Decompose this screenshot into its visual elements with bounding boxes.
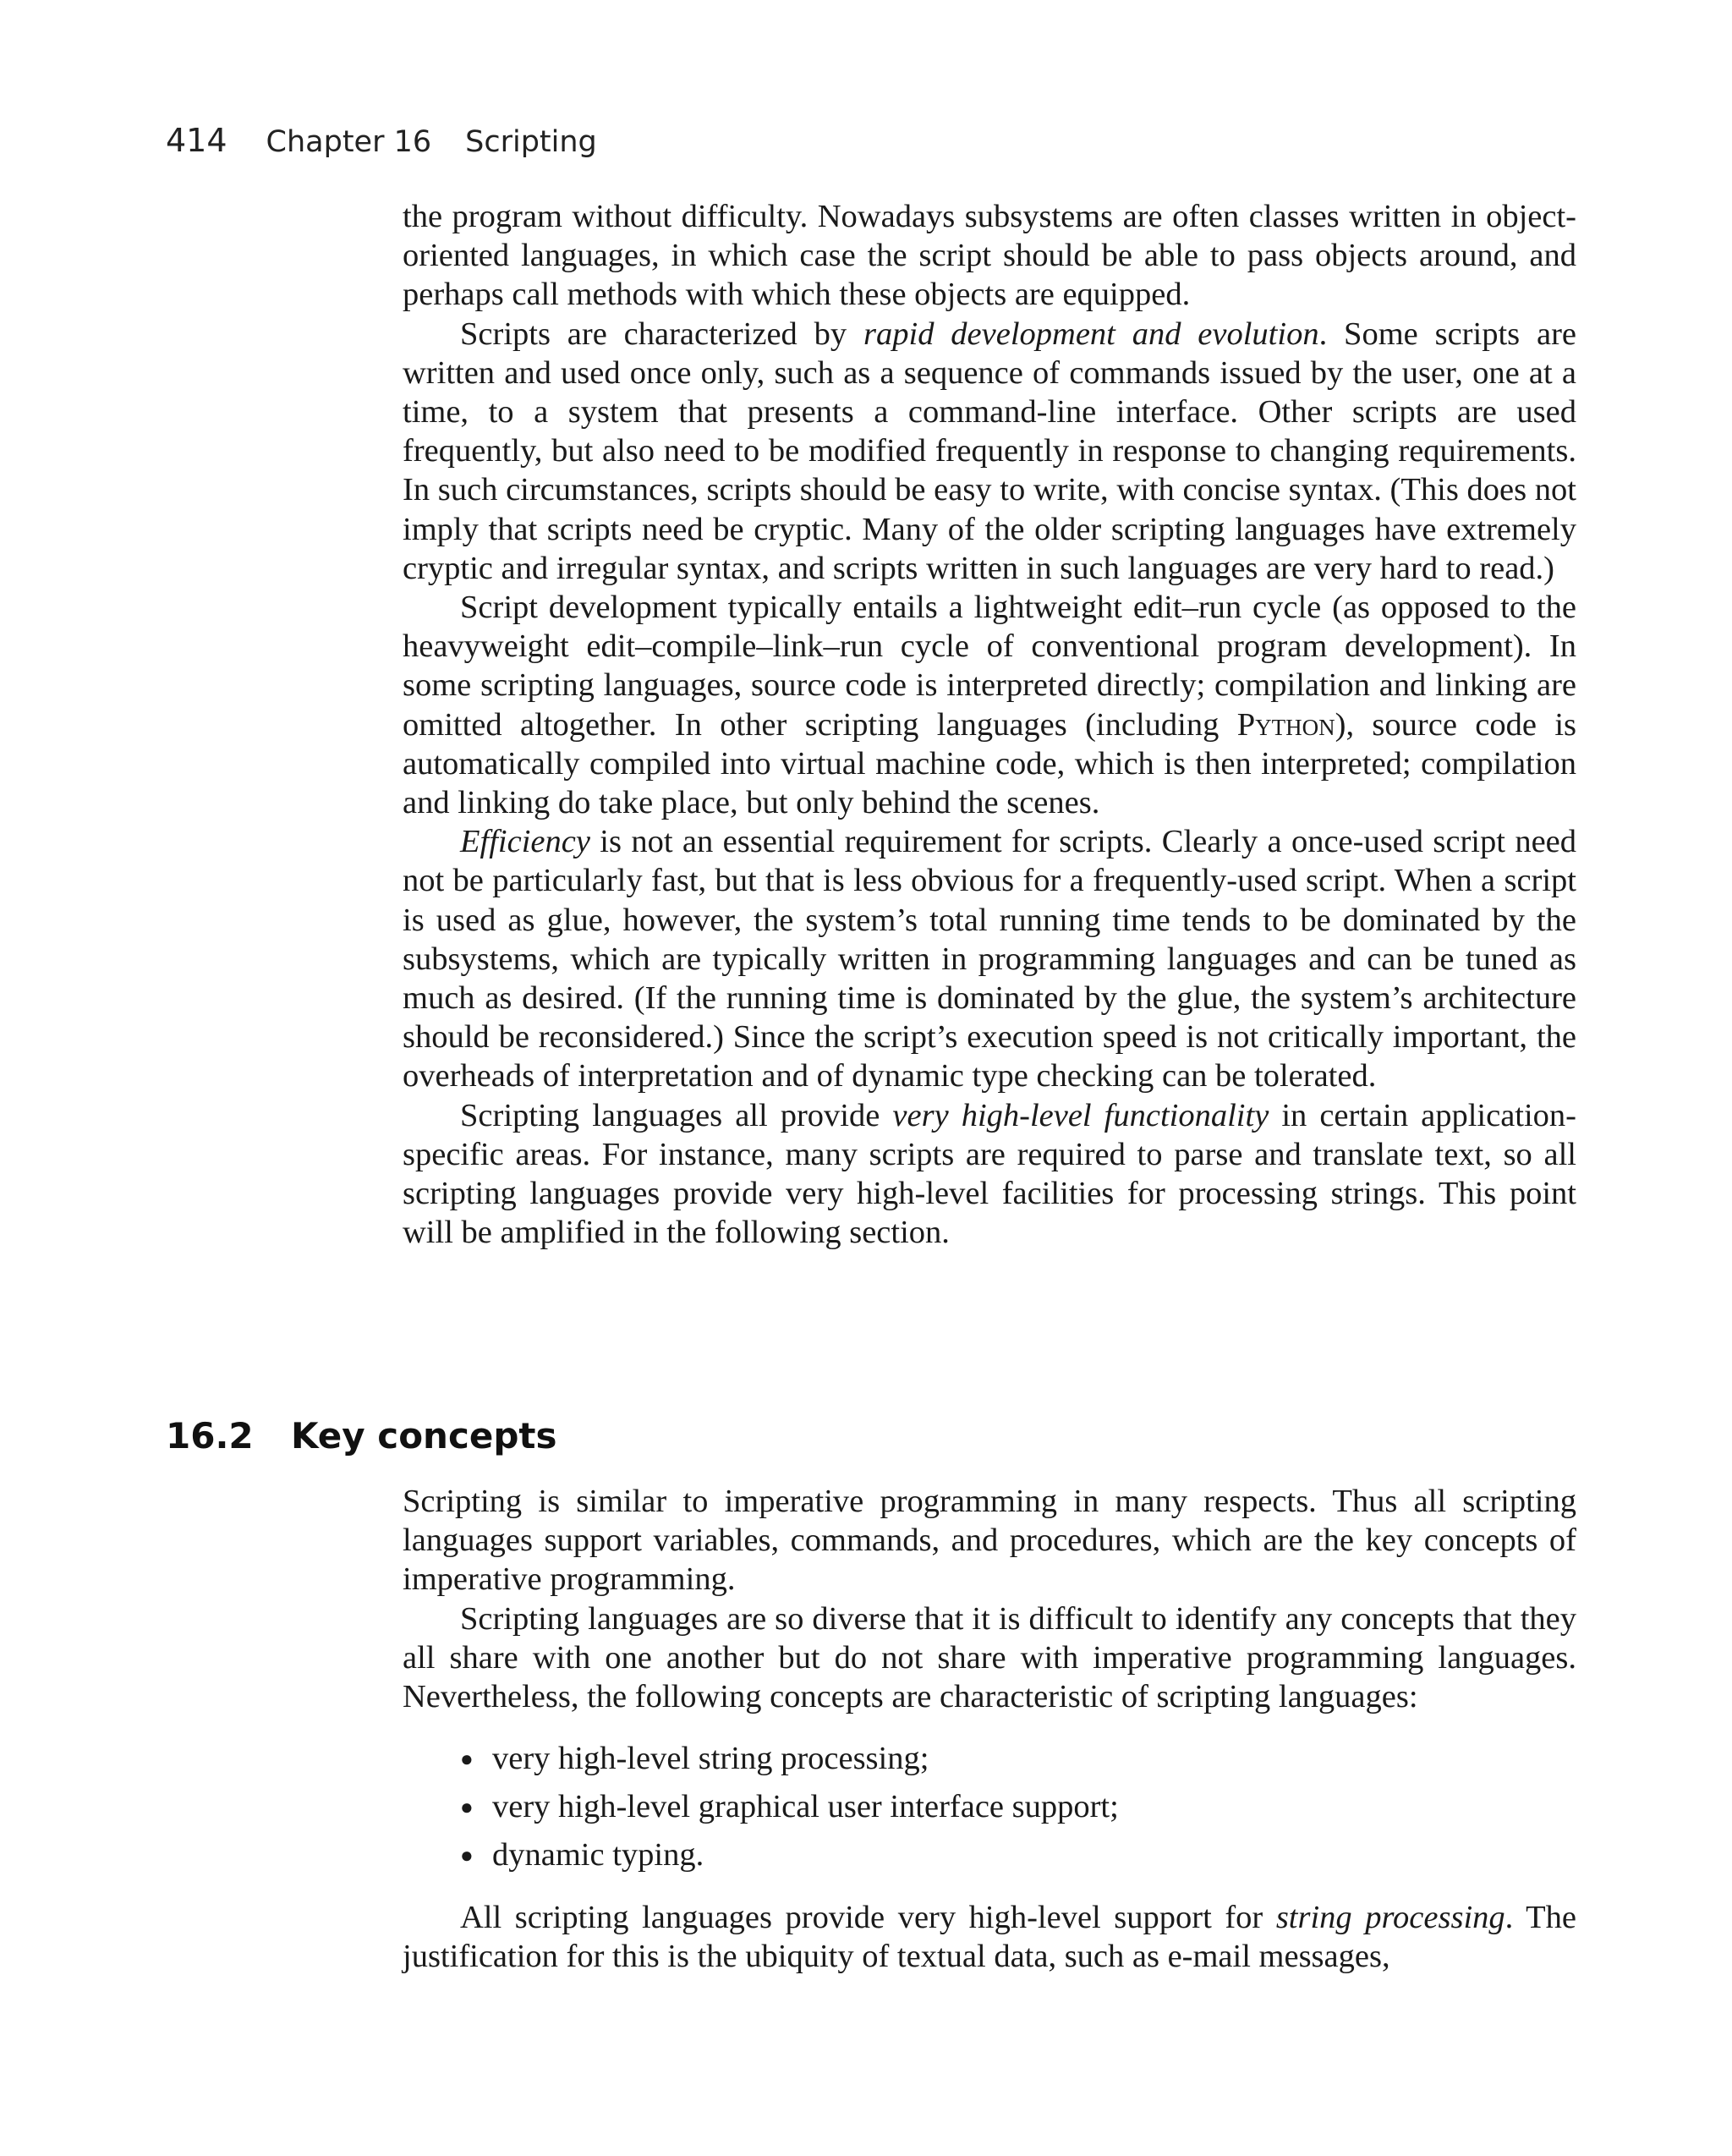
body-text-lower bbox=[403, 1482, 1576, 1977]
bullet-icon: ● bbox=[460, 1843, 474, 1868]
paragraph-efficiency: Efficiency is not an essential requirement for scripts. Clearly a once-used script need not be particularly fast, but that is less obvious for a frequently-used script. When a script is used as glue, however, the system’s total running time tends to be dominated by the subsystems, which are typically written in programming languages and can be tuned as much as desired. (If the running time is dominated by the glue, the system’s architecture should be reconsidered.) Since the script’s execution speed is not critically important, the overheads of interpretation and of dynamic type checking can be tolerated. bbox=[403, 824, 1576, 1094]
body-text-upper bbox=[403, 197, 1576, 1252]
chapter-label: Chapter 16 bbox=[266, 125, 432, 159]
emphasis-efficiency: Efficiency bbox=[460, 824, 590, 860]
python-smallcaps: Python bbox=[1236, 706, 1335, 743]
paragraph-edit-run-cycle: Script development typically entails a lightweight edit–run cycle (as opposed to the heavyweight edit–compile–link–run cycle of conventional program development). In some scripting languages, source code is interpreted directly; compilation and linking are omitted altogether. In other scripting languages (including Python), source code is automatically compiled into virtual machine code, which is then interpreted; compilation and linking do take place, but only behind the scenes. bbox=[403, 590, 1577, 821]
paragraph-characteristic-concepts: Scripting languages are so diverse that it is difficult to identify any concepts that they all share with one another but do not share with imperative programming languages. Nevertheless, the following concepts are characteristic of scripting languages: bbox=[403, 1600, 1576, 1715]
section-heading bbox=[166, 1413, 556, 1460]
emphasis-rapid-development: rapid development and evolution bbox=[863, 315, 1319, 352]
list-item: ● very high-level graphical user interface support; bbox=[460, 1783, 1576, 1831]
concept-list bbox=[403, 1735, 1576, 1879]
paragraph-string-processing: All scripting languages provide very high-level support for string processing. The justification for this is the ubiquity of textual data, such as e-mail messages, bbox=[403, 1900, 1576, 1975]
emphasis-high-level-functionality: very high-level functionality bbox=[892, 1097, 1269, 1133]
section-title: Key concepts bbox=[291, 1415, 557, 1457]
list-item: ● very high-level string processing; bbox=[460, 1735, 1576, 1783]
section-number: 16.2 bbox=[166, 1415, 254, 1457]
chapter-title: Scripting bbox=[465, 125, 597, 159]
paragraph-high-level-functionality: Scripting languages all provide very high-level functionality in certain application-specific areas. For instance, many scripts are required to parse and translate text, so all scripting languages provide very high-level facilities for processing strings. This point will be amplified in the following section. bbox=[403, 1097, 1576, 1251]
paragraph-key-concepts-intro: Scripting is similar to imperative programming in many respects. Thus all scripting languages support variables, commands, and procedures, which are the key concepts of imperative programming. bbox=[403, 1484, 1576, 1598]
emphasis-string-processing: string processing bbox=[1275, 1900, 1505, 1936]
running-head bbox=[166, 117, 597, 166]
paragraph-continued: the program without difficulty. Nowadays subsystems are often classes written in object-oriented languages, in which case the script should be able to pass objects around, and perhaps call methods with which these objects are equipped. bbox=[403, 199, 1576, 313]
list-item: ● dynamic typing. bbox=[460, 1831, 1576, 1879]
bullet-icon: ● bbox=[460, 1795, 474, 1820]
bullet-icon: ● bbox=[460, 1747, 474, 1772]
paragraph-rapid-development: Scripts are characterized by rapid development and evolution. Some scripts are written and used once only, such as a sequence of commands issued by the user, one at a time, to a system that presents a command-line interface. Other scripts are used frequently, but also need to be modified frequently in response to changing requirements. In such circumstances, scripts should be easy to write, with concise syntax. (This does not imply that scripts need be cryptic. Many of the older scripting languages have extremely cryptic and irregular syntax, and scripts written in such languages are very hard to read.) bbox=[403, 315, 1576, 586]
page-number: 414 bbox=[166, 122, 227, 159]
